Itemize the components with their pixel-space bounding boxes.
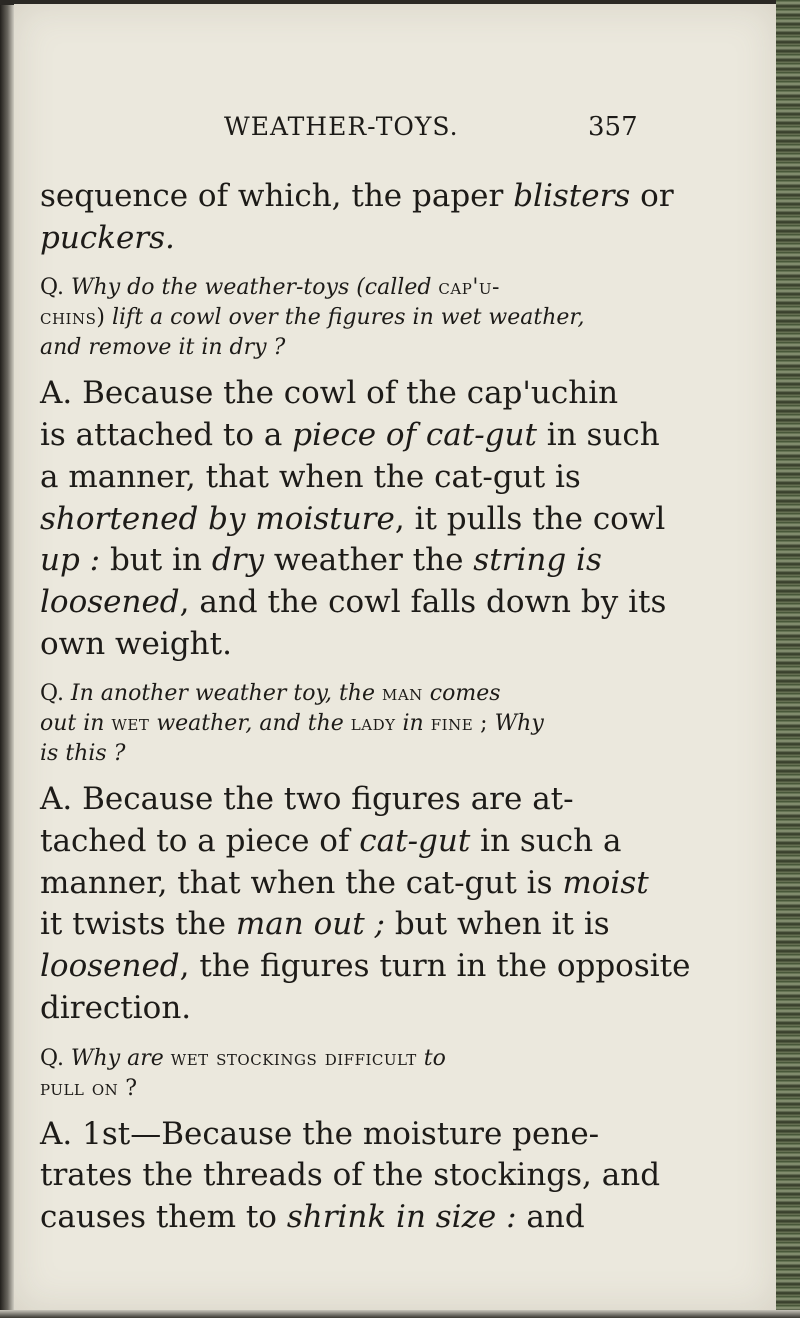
- answer-line: own weight.: [40, 625, 232, 662]
- answer-line: shortened by moisture, it pulls the cowl: [40, 500, 666, 537]
- text-line: puckers.: [40, 219, 175, 256]
- answer-line: causes them to shrink in size : and: [40, 1198, 585, 1235]
- answer-3: [40, 1114, 768, 1239]
- answer-line: tached to a piece of cat-gut in such a: [40, 823, 622, 860]
- question-line: and remove it in dry ?: [40, 335, 286, 361]
- question-line: is this ?: [40, 741, 126, 767]
- question-line: out in wet weather, and the lady in fine ; Why: [40, 711, 544, 737]
- answer-line: loosened, and the cowl falls down by its: [40, 583, 667, 620]
- answer-line: is attached to a piece of cat-gut in such: [40, 417, 660, 454]
- answer-line: a manner, that when the cat-gut is: [40, 458, 581, 495]
- page-header: [14, 112, 776, 152]
- answer-line: A. Because the cowl of the cap'uchin: [40, 375, 619, 412]
- answer-line: A. 1st—Because the moisture pene-: [40, 1115, 600, 1152]
- question-3: [40, 1044, 768, 1104]
- answer-line: manner, that when the cat-gut is moist: [40, 864, 649, 901]
- question-line: chins) lift a cowl over the figures in wet weather,: [40, 305, 585, 331]
- question-line: pull on ?: [40, 1075, 138, 1101]
- question-line: Q. Why do the weather-toys (called cap'u-: [40, 275, 500, 301]
- answer-line: trates the threads of the stockings, and: [40, 1157, 661, 1194]
- answer-line: up : but in dry weather the string is: [40, 542, 602, 579]
- paragraph-continuation: [40, 176, 768, 259]
- book-cover-edge: [776, 0, 800, 1318]
- book-gutter: [0, 0, 14, 1318]
- answer-line: it twists the man out ; but when it is: [40, 906, 610, 943]
- question-line: Q. In another weather toy, the man comes: [40, 681, 501, 707]
- question-1: [40, 273, 768, 363]
- book-page: [14, 4, 776, 1310]
- question-line: Q. Why are wet stockings difficult to: [40, 1045, 446, 1071]
- text-line: sequence of which, the paper blisters or: [40, 178, 674, 214]
- question-2: [40, 679, 768, 769]
- page-body: [40, 176, 768, 1239]
- answer-1: [40, 373, 768, 665]
- answer-line: loosened, the figures turn in the opposite: [40, 948, 691, 985]
- answer-2: [40, 779, 768, 1029]
- page-bottom-edge: [0, 1310, 800, 1318]
- page-number: 357: [588, 112, 638, 142]
- running-head: WEATHER-TOYS.: [224, 112, 459, 141]
- answer-line: direction.: [40, 989, 192, 1026]
- answer-line: A. Because the two figures are at-: [40, 781, 574, 818]
